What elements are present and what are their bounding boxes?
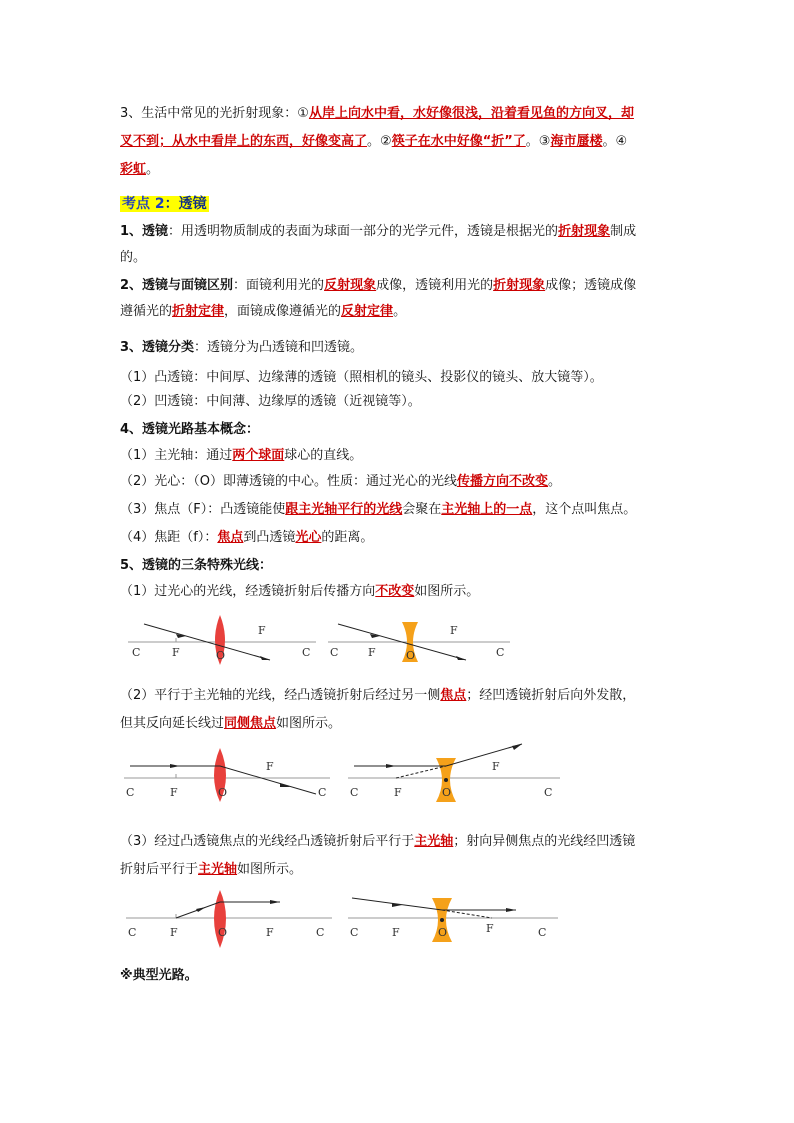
point-f-label: F bbox=[258, 624, 266, 637]
point-o-label: O bbox=[216, 649, 226, 662]
special-ray-1: （1）过光心的光线，经透镜折射后传播方向不改变如图所示。 bbox=[120, 584, 480, 599]
point-f-label: F bbox=[170, 786, 178, 799]
refraction-examples-line-3: 彩虹。 bbox=[120, 162, 160, 177]
point-f-label: F bbox=[368, 646, 376, 659]
point-f-label: F bbox=[266, 926, 274, 939]
convex-focal-diagram bbox=[126, 890, 332, 948]
lens-types: 3、透镜分类：透镜分为凸透镜和凹透镜。 bbox=[120, 340, 364, 355]
point-c-label: C bbox=[132, 646, 141, 659]
point-c-label: C bbox=[538, 926, 547, 939]
figure-center-ray bbox=[120, 612, 520, 668]
point-f-label: F bbox=[392, 926, 400, 939]
point-f-label: F bbox=[394, 786, 402, 799]
concave-lens-item: （2）凹透镜：中间薄、边缘厚的透镜（近视镜等）。 bbox=[120, 394, 421, 409]
point-f-label: F bbox=[266, 760, 274, 773]
convex-parallel-diagram bbox=[124, 748, 330, 802]
special-ray-3-cont: 折射后平行于主光轴如图所示。 bbox=[120, 862, 303, 877]
lens-vs-mirror-cont: 遵循光的折射定律，面镜成像遵循光的反射定律。 bbox=[120, 304, 407, 319]
point-c-label: C bbox=[318, 786, 327, 799]
point-o-label: O bbox=[442, 786, 452, 799]
figure-parallel-ray bbox=[120, 740, 570, 804]
point-f-label: F bbox=[450, 624, 458, 637]
focal-length-item: （4）焦距（f）：焦点到凸透镜光心的距离。 bbox=[120, 530, 374, 545]
point-f-label: F bbox=[172, 646, 180, 659]
focal-point-item: （3）焦点（F）：凸透镜能使跟主光轴平行的光线会聚在主光轴上的一点，这个点叫焦点。 bbox=[120, 502, 637, 517]
special-ray-2-cont: 但其反向延长线过同侧焦点如图所示。 bbox=[120, 716, 342, 731]
lens-definition: 1、透镜：用透明物质制成的表面为球面一部分的光学元件，透镜是根据光的折射现象制成 bbox=[120, 224, 637, 239]
point-o-label: O bbox=[218, 926, 228, 939]
special-ray-3: （3）经过凸透镜焦点的光线经凸透镜折射后平行于主光轴；射向异侧焦点的光线经凹透镜 bbox=[120, 834, 636, 849]
concave-focal-diagram bbox=[348, 898, 558, 942]
point-c-label: C bbox=[126, 786, 135, 799]
lens-definition-cont: 的。 bbox=[120, 250, 147, 265]
section-heading: 考点 2：透镜 bbox=[122, 196, 207, 212]
concave-center-diagram bbox=[328, 622, 510, 662]
point-c-label: C bbox=[302, 646, 311, 659]
point-c-label: C bbox=[544, 786, 553, 799]
figure-focal-ray bbox=[120, 888, 570, 950]
lens-vs-mirror: 2、透镜与面镜区别：面镜利用光的反射现象成像，透镜利用光的折射现象成像；透镜成像 bbox=[120, 278, 637, 293]
convex-lens-item: （1）凸透镜：中间厚、边缘薄的透镜（照相机的镜头、投影仪的镜头、放大镜等）。 bbox=[120, 370, 603, 385]
point-o-label: O bbox=[218, 786, 228, 799]
refraction-examples-line-1: 3、生活中常见的光折射现象：①从岸上向水中看，水好像很浅，沿着看见鱼的方向叉，却 bbox=[120, 106, 634, 121]
refraction-examples-line-2: 叉不到；从水中看岸上的东西，好像变高了。②筷子在水中好像“折”了。③海市蜃楼。④ bbox=[120, 134, 628, 149]
optical-center-item: （2）光心：（O）即薄透镜的中心。性质：通过光心的光线传播方向不改变。 bbox=[120, 474, 562, 489]
convex-center-diagram bbox=[128, 615, 316, 665]
basic-concepts-title: 4、透镜光路基本概念： bbox=[120, 422, 260, 437]
point-c-label: C bbox=[496, 646, 505, 659]
concave-parallel-diagram bbox=[348, 744, 560, 802]
special-rays-title: 5、透镜的三条特殊光线： bbox=[120, 558, 273, 573]
principal-axis-item: （1）主光轴：通过两个球面球心的直线。 bbox=[120, 448, 363, 463]
point-f-label: F bbox=[486, 922, 494, 935]
point-c-label: C bbox=[350, 786, 359, 799]
point-c-label: C bbox=[330, 646, 339, 659]
typical-ray-note: ※典型光路。 bbox=[120, 968, 198, 983]
special-ray-2: （2）平行于主光轴的光线，经凸透镜折射后经过另一侧焦点；经凹透镜折射后向外发散， bbox=[120, 688, 636, 703]
convex-lens-icon bbox=[214, 890, 226, 948]
point-o-label: O bbox=[438, 926, 448, 939]
point-c-label: C bbox=[128, 926, 137, 939]
point-f-label: F bbox=[492, 760, 500, 773]
point-o-label: O bbox=[406, 649, 416, 662]
point-c-label: C bbox=[350, 926, 359, 939]
point-f-label: F bbox=[170, 926, 178, 939]
point-c-label: C bbox=[316, 926, 325, 939]
